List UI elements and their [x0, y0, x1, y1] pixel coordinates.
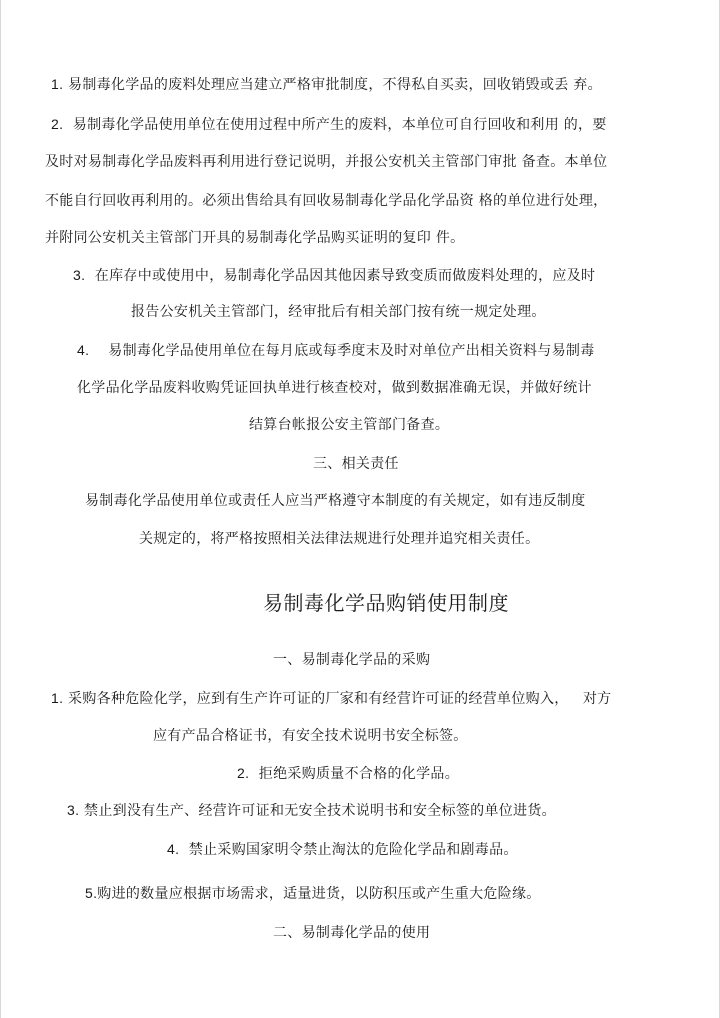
- paragraph-2-line-3: 不能自行回收再利用的。必须出售给具有回收易制毒化学品化学品资 格的单位进行处理，: [45, 193, 608, 209]
- paragraph-4-line-2: 化学品化学品废料收购凭证回执单进行核查校对，做到数据准确无误，并做好统计: [77, 380, 592, 396]
- paragraph-text: 在库存中或使用中，易制毒化学品因其他因素导致变质而做废料处理的，应及时: [94, 268, 596, 284]
- item-text-tail: 对方: [582, 691, 612, 707]
- paragraph-text: 易制毒化学品的废料处理应当建立严格审批制度，不得私自买卖，回收销毁或丢 弃。: [68, 77, 602, 93]
- item-number: 2.: [237, 765, 250, 781]
- purchase-item-1-line-1: [51, 688, 611, 709]
- paragraph-number: 1.: [51, 76, 64, 92]
- purchase-item-1-line-2: 应有产品合格证书，有安全技术说明书安全标签。: [153, 728, 468, 744]
- paragraph-text: 易制毒化学品使用单位在每月底或每季度末及时对单位产出相关资料与易制毒: [108, 343, 595, 359]
- paragraph-number: 4.: [77, 342, 90, 358]
- item-text: 拒绝采购质量不合格的化学品。: [258, 766, 459, 782]
- item-text: 购进的数量应根据市场需求，适量进货，以防积压或产生重大危险缘。: [97, 886, 541, 902]
- paragraph-2-line-2: 及时对易制毒化学品废料再利用进行登记说明，并报公安机关主管部门审批 备查。本单位: [45, 154, 608, 170]
- item-text: 禁止到没有生产、经营许可证和无安全技术说明书和安全标签的单位进货。: [84, 803, 556, 819]
- paragraph-number: 2.: [51, 116, 64, 132]
- item-number: 4.: [167, 841, 180, 857]
- paragraph-number: 3.: [73, 267, 86, 283]
- item-number: 1.: [51, 690, 64, 706]
- item-text: 禁止采购国家明令禁止淘汰的危险化学品和剧毒品。: [188, 842, 518, 858]
- responsibility-line-2: 关规定的，将严格按照相关法律法规进行处理并追究相关责任。: [139, 531, 540, 547]
- item-number: 3.: [67, 802, 80, 818]
- purchase-item-4: [167, 839, 518, 860]
- item-text: 采购各种危险化学，应到有生产许可证的厂家和有经营许可证的经营单位购入，: [68, 691, 569, 707]
- paragraph-1-line: [51, 74, 602, 95]
- section-heading-responsibility: 三、相关责任: [313, 456, 399, 472]
- paragraph-2-line-1: [51, 114, 607, 135]
- item-number: 5.: [85, 885, 98, 901]
- paragraph-text: 易制毒化学品使用单位在使用过程中所产生的废料，本单位可自行回收和利用 的，要: [72, 117, 607, 133]
- paragraph-3-line-1: [73, 265, 595, 286]
- paragraph-4-line-1: [77, 340, 595, 361]
- paragraph-2-line-4: 并附同公安机关主管部门开具的易制毒化学品购买证明的复印 件。: [45, 230, 465, 246]
- paragraph-3-line-2: 报告公安机关主管部门，经审批后有相关部门按有统一规定处理。: [131, 304, 546, 320]
- section-heading-usage: 二、易制毒化学品的使用: [273, 925, 431, 941]
- purchase-item-5: [85, 883, 541, 904]
- document-title: 易制毒化学品购销使用制度: [263, 591, 509, 615]
- section-heading-purchase: 一、易制毒化学品的采购: [273, 652, 431, 668]
- purchase-item-2: [237, 763, 459, 784]
- paragraph-4-line-3: 结算台帐报公安主管部门备查。: [249, 417, 450, 433]
- purchase-item-3: [67, 800, 556, 821]
- responsibility-line-1: 易制毒化学品使用单位或责任人应当严格遵守本制度的有关规定，如有违反制度: [85, 493, 586, 509]
